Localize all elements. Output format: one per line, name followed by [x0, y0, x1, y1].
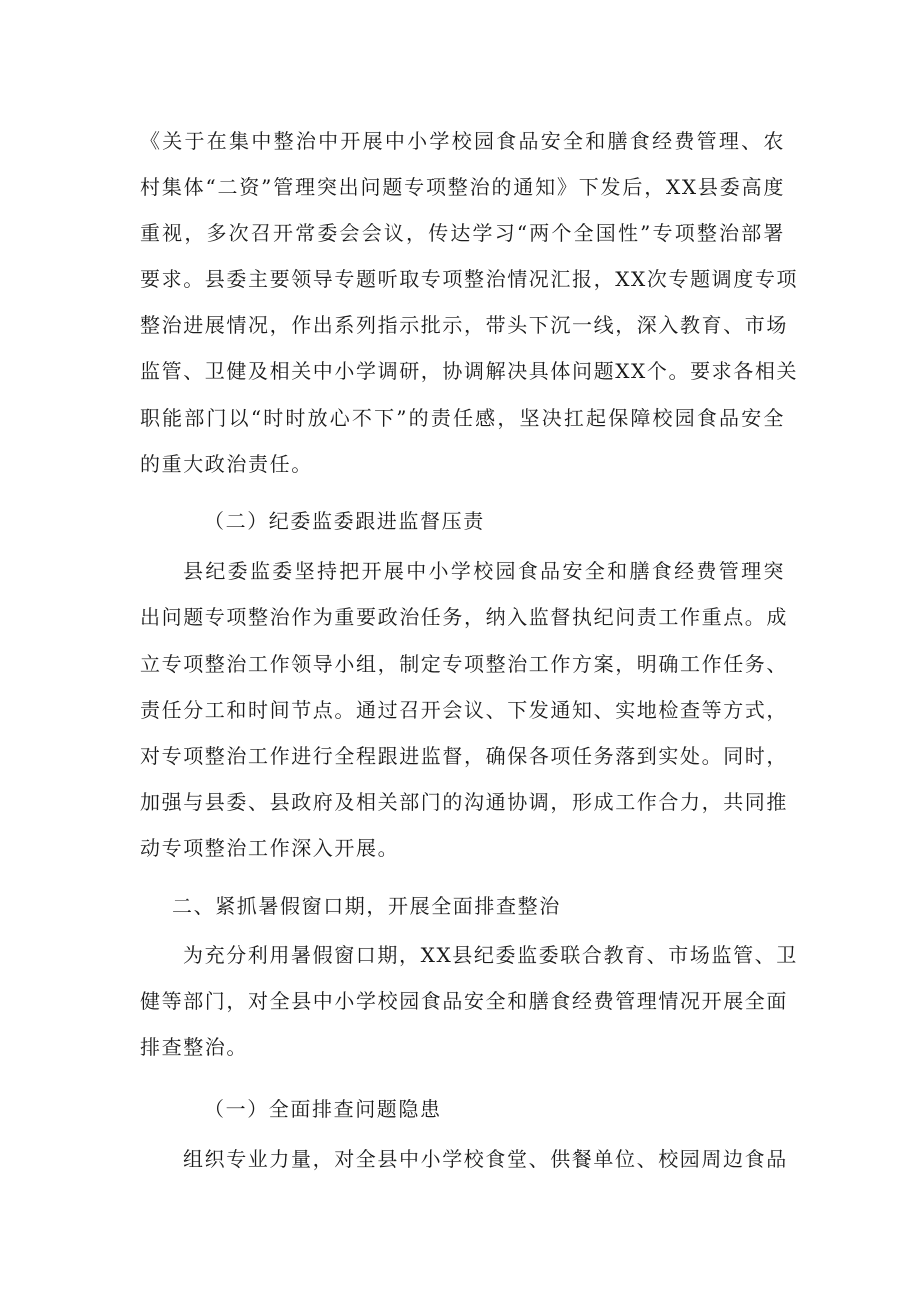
section-heading: （一）全面排查问题隐患: [204, 1097, 442, 1121]
paragraph-line: 组织专业力量，对全县中小学校食堂、供餐单位、校园周边食品: [183, 1147, 788, 1171]
paragraph-line: 为充分利用暑假窗口期，XX县纪委监委联合教育、市场监管、卫: [183, 943, 798, 967]
paragraph-line: 的重大政治责任。: [140, 452, 313, 476]
paragraph-line: 排查整治。: [140, 1035, 248, 1059]
paragraph-line: 责任分工和时间节点。通过召开会议、下发通知、实地检查等方式，: [140, 698, 788, 722]
paragraph-line: 要求。县委主要领导专题听取专项整治情况汇报，XX次专题调度专项: [140, 267, 799, 291]
paragraph-line: 县纪委监委坚持把开展中小学校园食品安全和膳食经费管理突: [183, 559, 785, 583]
paragraph-line: 出问题专项整治作为重要政治任务，纳入监督执纪问责工作重点。成: [140, 605, 788, 629]
paragraph-line: 加强与县委、县政府及相关部门的沟通协调，形成工作合力，共同推: [140, 790, 788, 814]
paragraph-line: 重视，多次召开常委会会议，传达学习“两个全国性”专项整治部署: [140, 221, 785, 245]
section-heading: 二、紧抓暑假窗口期，开展全面排查整治: [172, 894, 561, 918]
paragraph-line: 职能部门以“时时放心不下”的责任感，坚决扛起保障校园食品安全: [140, 406, 785, 430]
paragraph-line: 监管、卫健及相关中小学调研，协调解决具体问题XX个。要求各相关: [140, 359, 799, 383]
paragraph-line: 对专项整治工作进行全程跟进监督，确保各项任务落到实处。同时，: [140, 744, 788, 768]
section-heading: （二）纪委监委跟进监督压责: [204, 509, 485, 533]
paragraph-line: 健等部门，对全县中小学校园食品安全和膳食经费管理情况开展全面: [140, 989, 788, 1013]
paragraph-line: 整治进展情况，作出系列指示批示，带头下沉一线，深入教育、市场: [140, 313, 788, 337]
paragraph-line: 立专项整治工作领导小组，制定专项整治工作方案，明确工作任务、: [140, 652, 788, 676]
paragraph-line: 《关于在集中整治中开展中小学校园食品安全和膳食经费管理、农: [140, 129, 785, 153]
paragraph-line: 动专项整治工作深入开展。: [140, 836, 400, 860]
paragraph-line: 村集体“二资”管理突出问题专项整治的通知》下发后，XX县委高度: [140, 175, 785, 199]
